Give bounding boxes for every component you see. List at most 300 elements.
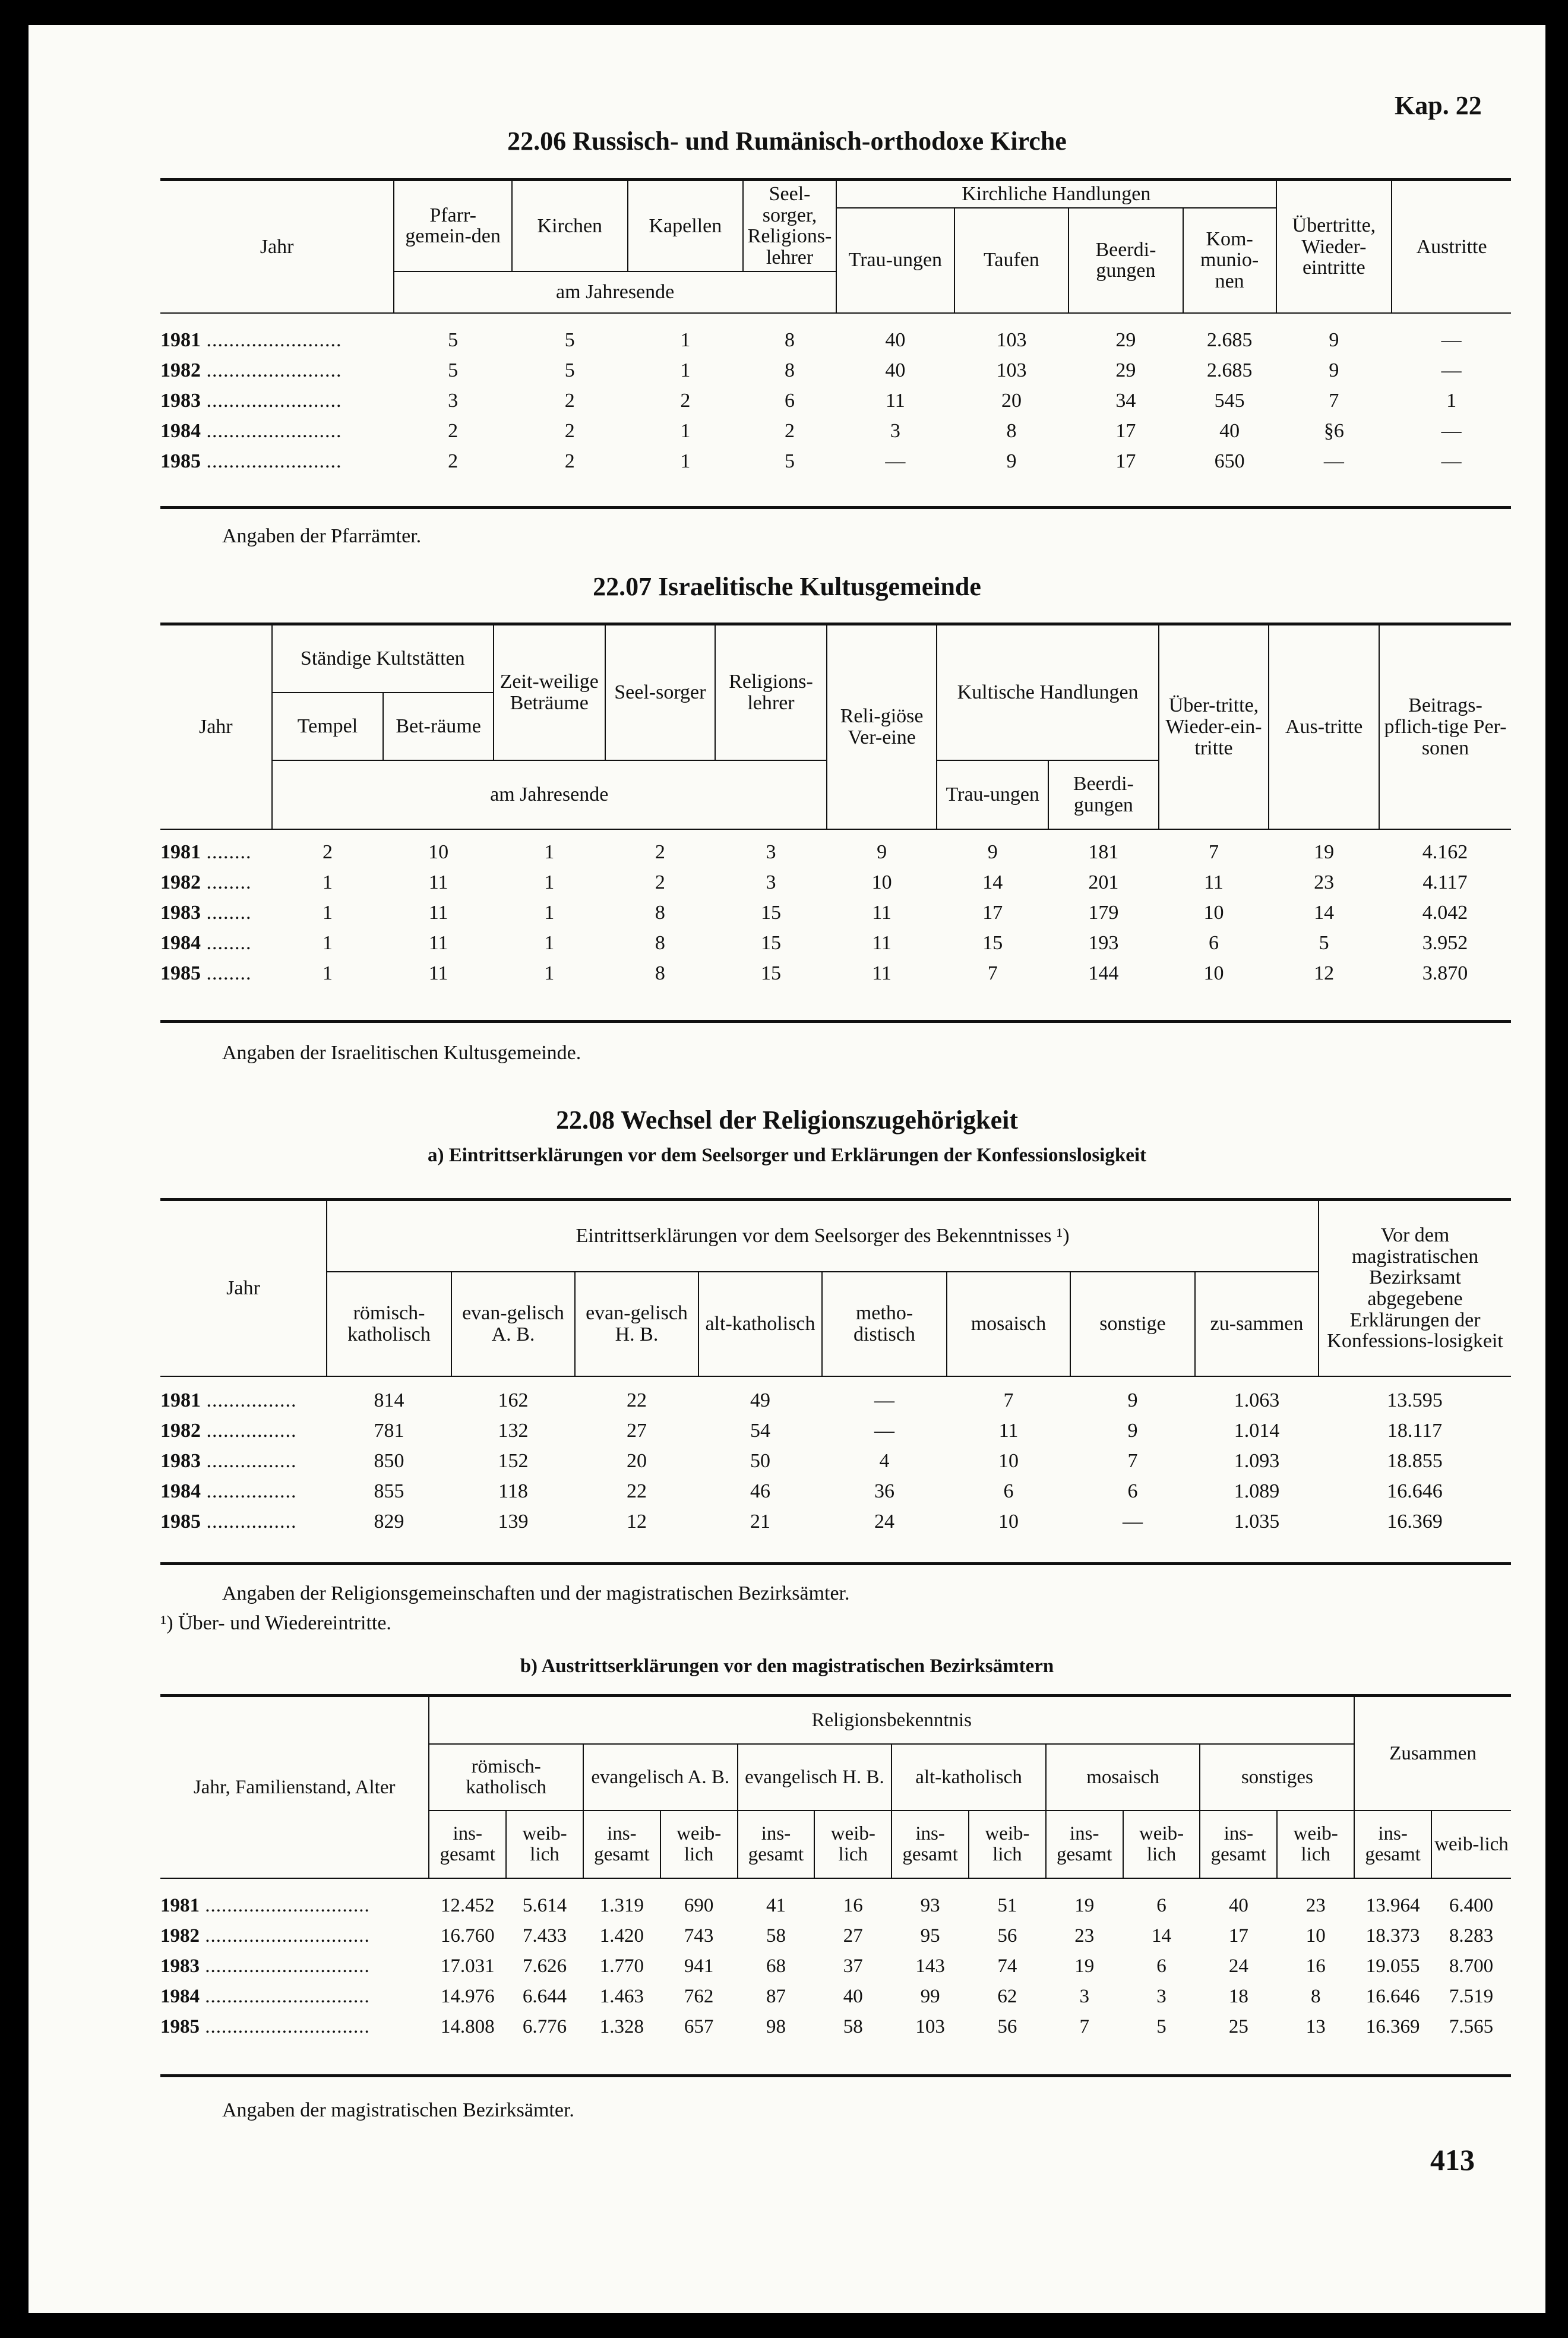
cell: 9 (1329, 329, 1339, 352)
cell: 1 (322, 931, 333, 954)
cell: 8 (655, 931, 665, 954)
table-2207 (160, 623, 1511, 988)
year-cell: 1984 (160, 1986, 200, 2008)
cell: 1 (680, 420, 691, 443)
cell: 19 (1314, 841, 1335, 863)
cell: 18.373 (1365, 1925, 1420, 1947)
table-row: 1982 ................ 781 132 27 54 — 11 9 1.014 18.117 (160, 1416, 1511, 1446)
table-row: 1983 ................ 850 152 20 50 4 10 7 1.093 18.855 (160, 1446, 1511, 1476)
table-2208a-source: Angaben der Religionsgemeinschaften und der magistratischen Bezirksämter. (222, 1582, 850, 1604)
cell: 9 (1006, 450, 1017, 473)
cell: 8.700 (1449, 1955, 1494, 1977)
cell: 2 (564, 390, 575, 412)
header-roemisch-katholisch: römisch-katholisch (429, 1744, 583, 1811)
header-weiblich: weib-lich (969, 1811, 1046, 1878)
cell: 4.042 (1422, 901, 1468, 924)
cell: 9 (877, 841, 887, 863)
cell: 29 (1115, 359, 1136, 382)
header-austritte: Austritte (1392, 180, 1511, 313)
cell: 781 (374, 1419, 404, 1442)
cell: 15 (760, 931, 781, 954)
cell: 15 (982, 931, 1003, 954)
cell: 24 (1228, 1955, 1248, 1977)
cell: 10 (871, 871, 892, 893)
header-mosaisch: mosaisch (1046, 1744, 1200, 1811)
cell: 16.646 (1387, 1480, 1443, 1502)
table-2206-title: 22.06 Russisch- und Rumänisch-orthodoxe Kirche (507, 127, 1067, 156)
table-row: 1981 ................ 814 162 22 49 — 7 9 1.063 13.595 (160, 1385, 1511, 1416)
cell: 4.117 (1422, 871, 1468, 893)
cell: 5 (564, 359, 575, 382)
cell: 9 (1329, 359, 1339, 382)
cell: 5 (448, 359, 459, 382)
year-cell: 1983 (160, 1955, 200, 1977)
cell: 850 (374, 1449, 404, 1472)
header-weiblich: weib-lich (660, 1811, 738, 1878)
cell: 34 (1115, 390, 1136, 412)
cell: 5 (448, 329, 459, 352)
header-seelsorger: Seel-sorger (605, 624, 716, 761)
header-insgesamt: ins-gesamt (429, 1811, 506, 1878)
cell: 11 (428, 901, 448, 924)
header-jahr: Jahr (160, 1200, 327, 1377)
cell: 2 (448, 450, 459, 473)
table-row: 1985 ........ 1 11 1 8 15 11 7 144 10 12 3.870 (160, 958, 1511, 988)
cell: 6 (785, 390, 795, 412)
year-cell: 1981 (160, 329, 201, 352)
table-row: 1982 .............................. 16.760 7.433 1.420 743 58 27 95 56 23 14 17 10 18.373 8.283 (160, 1921, 1511, 1951)
cell: 95 (920, 1925, 940, 1947)
cell: 1.463 (599, 1986, 644, 2008)
cell: 2 (448, 420, 459, 443)
cell: 2 (785, 420, 795, 443)
cell: 58 (766, 1925, 786, 1947)
header-altkatholisch: alt-katholisch (892, 1744, 1046, 1811)
cell: — (1441, 359, 1462, 382)
cell: 14 (982, 871, 1003, 893)
year-cell: 1981 (160, 1389, 201, 1411)
chapter-label: Kap. 22 (1395, 91, 1482, 120)
cell: 7 (1127, 1449, 1138, 1472)
table-row: 1985 .............................. 14.808 6.776 1.328 657 98 58 103 56 7 5 25 13 16.369 7.565 (160, 2012, 1511, 2042)
cell: 56 (997, 1925, 1017, 1947)
table-2207-source: Angaben der Israelitischen Kultusgemeinde. (222, 1042, 581, 1064)
header-weiblich: weib-lich (506, 1811, 583, 1878)
cell: 23 (1074, 1925, 1095, 1947)
header-staendige-kultstaetten: Ständige Kultstätten (272, 624, 494, 693)
table-row: 1984 ................ 855 118 22 46 36 6 6 1.089 16.646 (160, 1476, 1511, 1506)
cell: 11 (428, 962, 448, 984)
cell: 62 (997, 1986, 1017, 2008)
header-uebertritte: Übertritte, Wieder-eintritte (1276, 180, 1392, 313)
cell: 1 (680, 329, 691, 352)
header-evangelisch-hb: evan-gelisch H. B. (575, 1272, 698, 1376)
cell: 144 (1088, 962, 1119, 984)
cell: 7.626 (522, 1955, 567, 1977)
cell: 10 (998, 1510, 1019, 1533)
header-vereine: Reli-giöse Ver-eine (827, 624, 937, 830)
header-insgesamt: ins-gesamt (892, 1811, 969, 1878)
cell: 103 (996, 329, 1027, 352)
cell: 14 (1314, 901, 1335, 924)
cell: 1.093 (1234, 1449, 1280, 1472)
cell: 855 (374, 1480, 404, 1502)
cell: 2 (680, 390, 691, 412)
cell: 5 (1156, 2016, 1166, 2038)
header-seelsorger: Seel-sorger, Religions-lehrer (743, 180, 836, 271)
cell: 10 (428, 841, 449, 863)
cell: 18.855 (1387, 1449, 1443, 1472)
cell: 1 (322, 871, 333, 893)
cell: 16.646 (1365, 1986, 1420, 2008)
cell: 132 (498, 1419, 529, 1442)
cell: 22 (627, 1480, 647, 1502)
cell: 657 (684, 2016, 714, 2038)
cell: 40 (843, 1986, 863, 2008)
cell: 21 (750, 1510, 770, 1533)
cell: 14.808 (440, 2016, 495, 2038)
cell: 98 (766, 2016, 786, 2038)
cell: 743 (684, 1925, 714, 1947)
table-row: 1981 ........ 2 10 1 2 3 9 9 181 7 19 4.162 (160, 837, 1511, 867)
cell: 4 (879, 1449, 890, 1472)
table-2206-source: Angaben der Pfarrämter. (222, 525, 422, 547)
cell: 37 (843, 1955, 863, 1977)
cell: 2 (655, 841, 665, 863)
header-insgesamt: ins-gesamt (583, 1811, 660, 1878)
cell: — (1441, 420, 1462, 443)
cell: 10 (1305, 1925, 1326, 1947)
header-jahr: Jahr (160, 180, 394, 313)
year-cell: 1985 (160, 450, 201, 473)
cell: §6 (1323, 420, 1344, 443)
header-insgesamt: ins-gesamt (1200, 1811, 1277, 1878)
header-sonstige: sonstige (1070, 1272, 1195, 1376)
header-uebertritte: Über-tritte, Wieder-ein-tritte (1159, 624, 1269, 830)
cell: 13.964 (1365, 1895, 1420, 1917)
cell: 2 (564, 450, 575, 473)
cell: 14 (1152, 1925, 1172, 1947)
cell: 5 (564, 329, 575, 352)
cell: 17.031 (440, 1955, 495, 1977)
header-insgesamt: ins-gesamt (738, 1811, 815, 1878)
cell: 6.776 (522, 2016, 567, 2038)
header-beerdigungen: Beerdi-gungen (1068, 208, 1183, 313)
table-2207-title: 22.07 Israelitische Kultusgemeinde (593, 572, 981, 601)
header-religionsbekenntnis: Religionsbekenntnis (429, 1696, 1354, 1745)
header-trauungen: Trau-ungen (937, 760, 1048, 829)
cell: 2.685 (1206, 359, 1253, 382)
cell: 12 (1314, 962, 1335, 984)
cell: 545 (1214, 390, 1245, 412)
cell: 3 (890, 420, 900, 443)
page (29, 25, 1545, 2313)
cell: 2 (655, 871, 665, 893)
cell: 6 (1127, 1480, 1138, 1502)
cell: 1 (544, 962, 555, 984)
cell: 2.685 (1206, 329, 1253, 352)
cell: 87 (766, 1986, 786, 2008)
header-zusammen: zu-sammen (1195, 1272, 1319, 1376)
cell: 93 (920, 1895, 940, 1917)
cell: 11 (428, 931, 448, 954)
cell: 1.420 (599, 1925, 644, 1947)
cell: 650 (1214, 450, 1245, 473)
header-zeitweilige: Zeit-weilige Beträume (494, 624, 605, 761)
cell: 193 (1088, 931, 1119, 954)
cell: 51 (997, 1895, 1017, 1917)
cell: 11 (1204, 871, 1224, 893)
header-religionslehrer: Religions-lehrer (715, 624, 827, 761)
table-row: 1981 ........................ 5 5 1 8 40 103 29 2.685 9 — (160, 326, 1511, 356)
header-kirchen: Kirchen (512, 180, 628, 271)
cell: 8 (1006, 420, 1017, 443)
cell: 6 (1156, 1955, 1166, 1977)
cell: 3 (766, 841, 776, 863)
header-zusammen: Zusammen (1354, 1696, 1511, 1811)
cell: — (874, 1419, 894, 1442)
cell: — (885, 450, 906, 473)
cell: 12.452 (440, 1895, 495, 1917)
year-cell: 1983 (160, 390, 201, 412)
year-cell: 1984 (160, 420, 201, 443)
cell: 4.162 (1422, 841, 1468, 863)
header-beerdigungen: Beerdi-gungen (1048, 760, 1159, 829)
header-weiblich: weib-lich (1277, 1811, 1354, 1878)
header-altkatholisch: alt-katholisch (698, 1272, 822, 1376)
cell: 24 (874, 1510, 894, 1533)
header-trauungen: Trau-ungen (836, 208, 954, 313)
header-konfessionslosigkeit: Vor dem magistratischen Bezirksamt abgegebene Erklärungen der Konfessions-losigkeit (1319, 1200, 1511, 1377)
cell: 1 (544, 871, 555, 893)
cell: 10 (998, 1449, 1019, 1472)
header-weiblich: weib-lich (814, 1811, 892, 1878)
cell: 3.870 (1422, 962, 1468, 984)
table-2207-bottom-rule (160, 1020, 1511, 1023)
cell: 1.014 (1234, 1419, 1280, 1442)
cell: 10 (1203, 962, 1224, 984)
cell: 201 (1088, 871, 1119, 893)
cell: 2 (322, 841, 333, 863)
cell: 50 (750, 1449, 770, 1472)
cell: 17 (1115, 420, 1136, 443)
cell: 49 (750, 1389, 770, 1411)
cell: 18 (1228, 1986, 1248, 2008)
year-cell: 1981 (160, 1895, 200, 1917)
cell: 40 (1219, 420, 1240, 443)
table-2208a (160, 1198, 1511, 1537)
table-row: 1984 ........................ 2 2 1 2 3 8 17 40 §6 — (160, 416, 1511, 447)
cell: 7.519 (1449, 1986, 1494, 2008)
cell: 19.055 (1365, 1955, 1420, 1977)
header-tempel: Tempel (272, 693, 384, 760)
header-pfarrgemeinden: Pfarr-gemein-den (394, 180, 512, 271)
cell: 179 (1088, 901, 1119, 924)
cell: 15 (760, 962, 781, 984)
year-cell: 1982 (160, 359, 201, 382)
cell: 118 (498, 1480, 528, 1502)
cell: — (1441, 450, 1462, 473)
cell: 139 (498, 1510, 529, 1533)
table-2208a-footnote: ¹) Über- und Wiedereintritte. (160, 1612, 391, 1634)
cell: 9 (1127, 1419, 1138, 1442)
cell: 41 (766, 1895, 786, 1917)
cell: 11 (872, 931, 892, 954)
table-2208-title: 22.08 Wechsel der Religionszugehörigkeit (555, 1105, 1019, 1135)
cell: 6 (1156, 1895, 1166, 1917)
cell: 6 (1003, 1480, 1014, 1502)
cell: 27 (843, 1925, 863, 1947)
cell: 1 (544, 901, 555, 924)
cell: 11 (872, 962, 892, 984)
cell: 20 (627, 1449, 647, 1472)
cell: 29 (1115, 329, 1136, 352)
cell: 74 (997, 1955, 1017, 1977)
table-2208b-bottom-rule (160, 2074, 1511, 2077)
header-betraeume: Bet-räume (383, 693, 494, 760)
header-jahr-familienstand-alter: Jahr, Familienstand, Alter (160, 1696, 429, 1879)
cell: 46 (750, 1480, 770, 1502)
page-number: 413 (1430, 2143, 1475, 2176)
cell: 11 (428, 871, 448, 893)
table-2206-bottom-rule (160, 506, 1511, 509)
cell: 181 (1088, 841, 1119, 863)
cell: 20 (1001, 390, 1022, 412)
cell: 1 (680, 359, 691, 382)
cell: 6 (1209, 931, 1219, 954)
cell: 68 (766, 1955, 786, 1977)
cell: 10 (1203, 901, 1224, 924)
table-row: 1985 ........................ 2 2 1 5 — 9 17 650 — — (160, 447, 1511, 477)
cell: 3 (766, 871, 776, 893)
cell: 16 (843, 1895, 863, 1917)
cell: 143 (915, 1955, 945, 1977)
cell: 7 (1329, 390, 1339, 412)
table-row: 1984 ........ 1 11 1 8 15 11 15 193 6 5 3.952 (160, 928, 1511, 958)
cell: 18.117 (1387, 1419, 1443, 1442)
header-roemisch-katholisch: römisch-katholisch (327, 1272, 451, 1376)
cell: 56 (997, 2016, 1017, 2038)
cell: 7 (1209, 841, 1219, 863)
year-cell: 1984 (160, 1480, 201, 1502)
cell: 1.089 (1234, 1480, 1280, 1502)
cell: 690 (684, 1895, 714, 1917)
table-2208a-bottom-rule (160, 1562, 1511, 1565)
year-cell: 1985 (160, 962, 201, 984)
cell: 19 (1074, 1955, 1095, 1977)
header-kultische-handlungen: Kultische Handlungen (937, 624, 1158, 761)
cell: 8 (1310, 1986, 1321, 2008)
year-cell: 1981 (160, 841, 201, 863)
cell: 16.369 (1387, 1510, 1443, 1533)
cell: 15 (760, 901, 781, 924)
year-cell: 1982 (160, 871, 201, 893)
cell: 17 (1228, 1925, 1248, 1947)
cell: 1 (544, 841, 555, 863)
header-kirchliche-handlungen: Kirchliche Handlungen (836, 180, 1276, 208)
cell: — (1123, 1510, 1143, 1533)
cell: 1.328 (599, 2016, 644, 2038)
cell: 58 (843, 2016, 863, 2038)
header-insgesamt: ins-gesamt (1046, 1811, 1123, 1878)
year-cell: 1983 (160, 1449, 201, 1472)
table-2208a-subtitle: a) Eintrittserklärungen vor dem Seelsorger und Erklärungen der Konfessionslosigkeit (427, 1145, 1147, 1166)
header-kommunionen: Kom-munio-nen (1183, 208, 1276, 313)
cell: 5 (785, 450, 795, 473)
cell: 1 (544, 931, 555, 954)
header-methodistisch: metho-distisch (822, 1272, 947, 1376)
cell: 1.063 (1234, 1389, 1280, 1411)
cell: 762 (684, 1986, 714, 2008)
cell: 814 (374, 1389, 404, 1411)
cell: 7 (1079, 2016, 1089, 2038)
cell: — (1323, 450, 1344, 473)
cell: 17 (1115, 450, 1136, 473)
cell: 2 (564, 420, 575, 443)
table-row: 1985 ................ 829 139 12 21 24 10 — 1.035 16.369 (160, 1506, 1511, 1537)
table-row: 1984 .............................. 14.976 6.644 1.463 762 87 40 99 62 3 3 18 8 16.646 7.519 (160, 1982, 1511, 2012)
header-sonstiges: sonstiges (1200, 1744, 1354, 1811)
header-austritte: Aus-tritte (1269, 624, 1379, 830)
header-beitragspflichtige: Beitrags-pflich-tige Per-sonen (1379, 624, 1511, 830)
cell: 16.369 (1365, 2016, 1420, 2038)
cell: 16.760 (440, 1925, 495, 1947)
cell: 8 (655, 901, 665, 924)
cell: 941 (684, 1955, 714, 1977)
cell: 8.283 (1449, 1925, 1494, 1947)
cell: 103 (996, 359, 1027, 382)
cell: 1.319 (599, 1895, 644, 1917)
cell: 103 (915, 2016, 945, 2038)
header-evangelisch-ab: evangelisch A. B. (583, 1744, 738, 1811)
cell: 7.565 (1449, 2016, 1494, 2038)
cell: 11 (998, 1419, 1019, 1442)
table-row: 1982 ........ 1 11 1 2 3 10 14 201 11 23 4.117 (160, 867, 1511, 898)
table-row: 1981 .............................. 12.452 5.614 1.319 690 41 16 93 51 19 6 40 23 13.964 6.400 (160, 1891, 1511, 1921)
table-2208b (160, 1694, 1511, 2042)
cell: 23 (1305, 1895, 1326, 1917)
cell: 40 (885, 359, 906, 382)
header-am-jahresende: am Jahresende (394, 271, 836, 313)
cell: 16 (1305, 1955, 1326, 1977)
cell: 23 (1314, 871, 1335, 893)
cell: — (1441, 329, 1462, 352)
header-jahr: Jahr (160, 624, 272, 830)
cell: 22 (627, 1389, 647, 1411)
table-row: 1983 ........................ 3 2 2 6 11 20 34 545 7 1 (160, 386, 1511, 416)
cell: 11 (872, 901, 892, 924)
cell: 8 (785, 329, 795, 352)
cell: 25 (1228, 2016, 1248, 2038)
cell: 13 (1305, 2016, 1326, 2038)
cell: 19 (1074, 1895, 1095, 1917)
cell: 152 (498, 1449, 529, 1472)
year-cell: 1983 (160, 901, 201, 924)
cell: 12 (627, 1510, 647, 1533)
header-am-jahresende: am Jahresende (272, 760, 827, 829)
year-cell: 1984 (160, 931, 201, 954)
cell: 7 (987, 962, 998, 984)
cell: 17 (982, 901, 1003, 924)
year-cell: 1985 (160, 2016, 200, 2038)
table-row: 1982 ........................ 5 5 1 8 40 103 29 2.685 9 — (160, 356, 1511, 386)
header-weiblich: weib-lich (1123, 1811, 1200, 1878)
cell: 162 (498, 1389, 529, 1411)
cell: 7 (1003, 1389, 1014, 1411)
cell: 7.433 (522, 1925, 567, 1947)
header-evangelisch-hb: evangelisch H. B. (738, 1744, 892, 1811)
cell: 40 (885, 329, 906, 352)
